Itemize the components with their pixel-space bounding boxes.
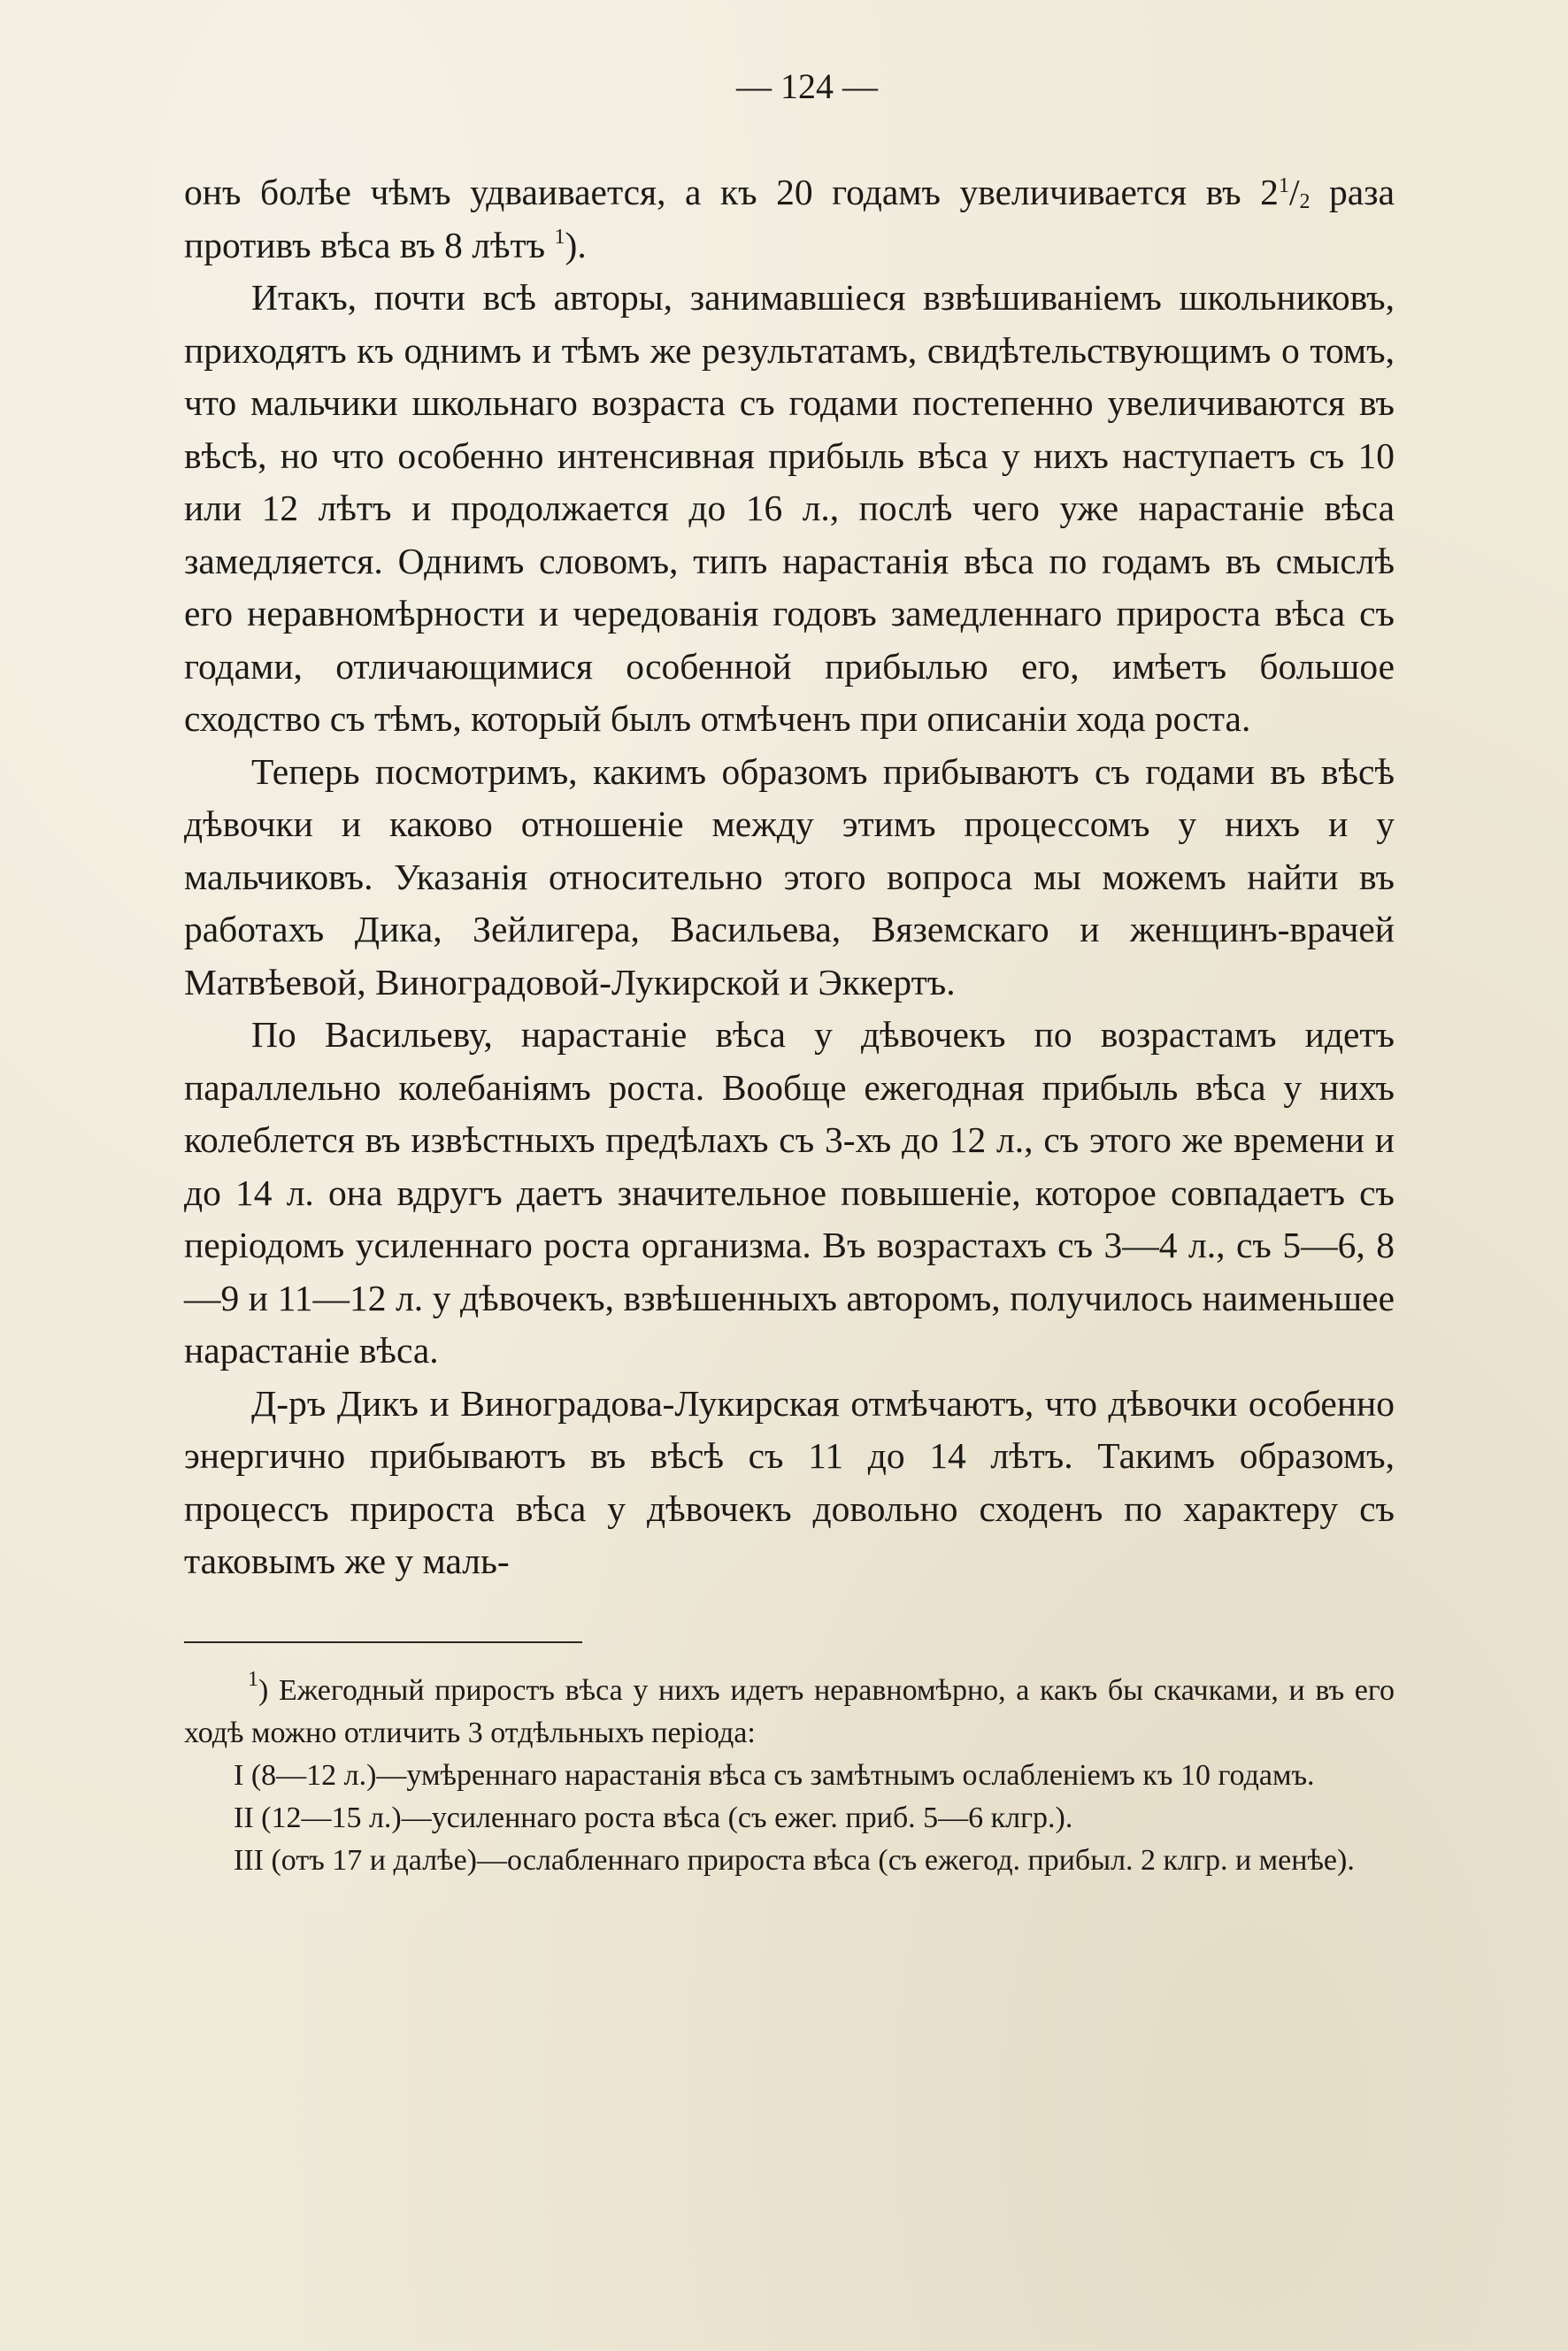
- footnote-divider: [184, 1641, 582, 1643]
- fraction-numerator: 1: [1278, 174, 1289, 197]
- footnote-period-1: I (8—12 л.)—умѣреннаго нарастанія вѣса съ замѣтнымъ ослабленіемъ къ 10 годамъ.: [234, 1758, 1315, 1792]
- footnotes: [184, 1667, 1395, 1882]
- fraction-denominator: 2: [1299, 190, 1311, 213]
- paragraph-5: Д-ръ Дикъ и Виноградова-Лукирская отмѣчаютъ, что дѣвочки особенно энергично прибываютъ въ вѣсѣ съ 11 до 14 лѣтъ. Такимъ образомъ, процессъ прироста вѣса у дѣвочекъ довольно сходенъ по характеру съ таковымъ же у маль-: [184, 1382, 1395, 1581]
- paragraph-1-text-c: ).: [565, 224, 587, 265]
- book-page: [184, 60, 1395, 1882]
- footnote-intro-text: ) Ежегодный приростъ вѣса у нихъ идетъ неравномѣрно, а какъ бы скачками, и въ его ходѣ можно отличить 3 отдѣльныхъ періода:: [184, 1673, 1395, 1749]
- footnote-marker: 1: [248, 1667, 258, 1691]
- main-text: [184, 166, 1395, 1588]
- paragraph-3: Теперь посмотримъ, какимъ образомъ прибываютъ съ годами въ вѣсѣ дѣвочки и каково отношеніе между этимъ процессомъ у нихъ и у мальчиковъ. Указанія относительно этого вопроса мы можемъ найти въ работахъ Дика, Зейлигера, Васильева, Вяземскаго и женщинъ-врачей Матвѣевой, Виноградовой-Лукирской и Эккертъ.: [184, 750, 1395, 1003]
- paragraph-4: По Васильеву, нарастаніе вѣса у дѣвочекъ по возрастамъ идетъ параллельно колебаніямъ роста. Вообще ежегодная прибыль вѣса у нихъ колеблется въ извѣстныхъ предѣлахъ съ 3-хъ до 12 л., съ этого же времени и до 14 л. она вдругъ даетъ значительное повышеніе, которое совпадаетъ съ періодомъ усиленнаго роста организма. Въ возрастахъ съ 3—4 л., съ 5—6, 8—9 и 11—12 л. у дѣвочекъ, взвѣшенныхъ авторомъ, получилось наименьшее нарастаніе вѣса.: [184, 1014, 1395, 1371]
- footnote-reference[interactable]: 1: [554, 225, 565, 249]
- footnote-period-3: III (отъ 17 и далѣе)—ослабленнаго прироста вѣса (съ ежегод. прибыл. 2 клгр. и менѣе).: [234, 1843, 1355, 1877]
- paragraph-2: Итакъ, почти всѣ авторы, занимавшіеся взвѣшиваніемъ школьниковъ, приходятъ къ однимъ и тѣмъ же результатамъ, свидѣтельствующимъ о томъ, что мальчики школьнаго возраста съ годами постепенно увеличиваются въ вѣсѣ, но что особенно интенсивная прибыль вѣса у нихъ наступаетъ съ 10 или 12 лѣтъ и продолжается до 16 л., послѣ чего уже нарастаніе вѣса замедляется. Однимъ словомъ, типъ нарастанія вѣса по годамъ въ смыслѣ его неравномѣрности и чередованія годовъ замедленнаго прироста вѣса съ годами, отличающимися особенной прибылью его, имѣетъ большое сходство съ тѣмъ, который былъ отмѣченъ при описаніи хода роста.: [184, 277, 1395, 739]
- page-number: — 124 —: [736, 66, 878, 106]
- paragraph-1-text-b: раза противъ вѣса въ 8 лѣтъ: [184, 172, 1395, 265]
- footnote-period-2: II (12—15 л.)—усиленнаго роста вѣса (съ ежег. приб. 5—6 клгр.).: [234, 1801, 1073, 1834]
- paragraph-1-text-a: онъ болѣе чѣмъ удваивается, а къ 20 годамъ увеличивается въ 2: [184, 172, 1279, 212]
- fraction-two-and-half: $^1/_2$: [1278, 172, 1311, 213]
- footnote-1: [184, 1667, 1395, 1755]
- paragraph-1: [184, 166, 1395, 272]
